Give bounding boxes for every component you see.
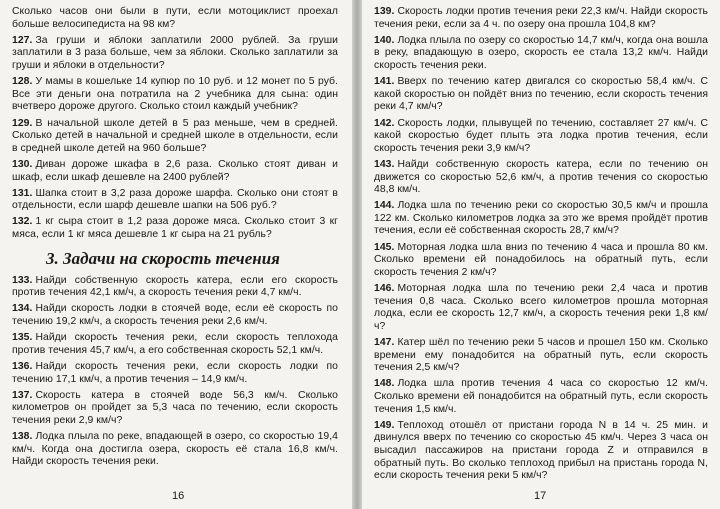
left-problems-bottom bbox=[12, 275, 338, 469]
problem-148 bbox=[374, 378, 708, 416]
problem-146 bbox=[374, 283, 708, 333]
problem-number: 146. bbox=[374, 283, 395, 295]
problem-144 bbox=[374, 200, 708, 238]
page-number: 17 bbox=[534, 490, 547, 502]
problem-text: Моторная лодка шла по течению реки 2,4 часа и против течения 0,8 часа. Сколько всего километров прошла моторная лодка, если ее скорость 12,7 км/ч, а скорость течения реки 1,8 км/ч? bbox=[374, 283, 708, 332]
problem-138 bbox=[12, 431, 338, 469]
problem-number: 149. bbox=[374, 419, 395, 431]
problem-number: 142. bbox=[374, 117, 395, 129]
problem-136 bbox=[12, 361, 338, 386]
problem-142 bbox=[374, 118, 708, 156]
problem-text: Найди скорость течения реки, если скорость теплохода против течения 45,7 км/ч, а его собственная скорость 52,1 км/ч. bbox=[12, 332, 338, 356]
problem-147 bbox=[374, 337, 708, 375]
problem-number: 138. bbox=[12, 431, 33, 443]
problem-text: Моторная лодка шла вниз по течению 4 часа и прошла 80 км. Сколько времени ей понадобилось на обратный путь, если скорость течения 2 км/ч? bbox=[374, 241, 708, 278]
problem-text: 1 кг сыра стоит в 1,2 раза дороже мяса. Сколько стоит 3 кг мяса, если 1 кг мяса дешевле 1 кг сыра на 21 рубль? bbox=[12, 216, 338, 241]
problem-128 bbox=[12, 76, 338, 114]
problem-127 bbox=[12, 35, 338, 73]
problem-131 bbox=[12, 188, 338, 213]
problem-149 bbox=[374, 420, 708, 483]
problem-text: Лодка шла против течения 4 часа со скоростью 12 км/ч. Сколько времени ей понадобится на обратный путь, если скорость течения 1,5 км/ч. bbox=[374, 378, 708, 415]
problem-number: 136. bbox=[12, 361, 33, 372]
problem-number: 133. bbox=[12, 274, 33, 286]
problem-139 bbox=[374, 6, 708, 31]
problem-number: 137. bbox=[12, 389, 33, 401]
page-left bbox=[0, 0, 352, 509]
problem-134 bbox=[12, 303, 338, 328]
problem-text: Скорость катера в стоячей воде 56,3 км/ч. Сколько километров он пройдет за 5,3 часа по течению, если скорость течения реки 2,9 км/ч? bbox=[12, 389, 338, 426]
problem-continuation bbox=[12, 6, 338, 31]
problem-number: 131. bbox=[12, 187, 33, 199]
problem-text: Вверх по течению катер двигался со скоростью 58,4 км/ч. С какой скоростью он пойдёт вниз по течению, если скорость течения реки 4,7 км/ч? bbox=[374, 76, 708, 113]
problem-141 bbox=[374, 76, 708, 114]
problem-number: 135. bbox=[12, 332, 33, 344]
problem-number: 129. bbox=[12, 117, 33, 129]
problem-text: Скорость лодки против течения реки 22,3 км/ч. Найди скорость течения реки, если за 4 ч. по озеру она прошла 104,8 км? bbox=[374, 6, 708, 30]
problem-number: 139. bbox=[374, 6, 395, 17]
problem-140 bbox=[374, 35, 708, 73]
problem-number: 127. bbox=[12, 34, 33, 46]
section-heading: 3. Задачи на скорость течения bbox=[46, 248, 280, 268]
problem-text: Катер шёл по течению реки 5 часов и прошел 150 км. Сколько времени ему понадобится на обратный путь, если скорость течения 2,5 км/ч? bbox=[374, 337, 708, 374]
problem-text: Лодка плыла по реке, впадающей в озеро, со скоростью 19,4 км/ч. Когда она достигла озера, скорость её стала 16,8 км/ч. Найди скорость течения реки. bbox=[12, 431, 338, 468]
problem-130 bbox=[12, 159, 338, 184]
problem-132 bbox=[12, 216, 338, 241]
problem-text: Найди скорость течения реки, если скорость лодки по течению 17,1 км/ч, а против течения – 14,9 км/ч. bbox=[12, 361, 338, 385]
problem-135 bbox=[12, 332, 338, 357]
problem-text: Диван дороже шкафа в 2,6 раза. Сколько стоят диван и шкаф, если шкаф дешевле на 2400 рублей? bbox=[12, 158, 338, 183]
problem-number: 132. bbox=[12, 216, 33, 228]
problem-129 bbox=[12, 118, 338, 156]
problem-133 bbox=[12, 275, 338, 300]
problem-145 bbox=[374, 242, 708, 280]
problem-text: Сколько часов они были в пути, если мотоциклист проехал больше велосипедиста на 98 км? bbox=[12, 6, 338, 30]
problem-number: 148. bbox=[374, 378, 395, 390]
problem-text: У мамы в кошельке 14 купюр по 10 руб. и 12 монет по 5 руб. Все эти деньги она потратила на 2 учебника для сына: один вчетверо дороже другого. Сколько стоил каждый учебник? bbox=[12, 76, 338, 113]
problem-text: Найди скорость лодки в стоячей воде, если её скорость по течению 19,2 км/ч, а скорость течения реки 2,6 км/ч. bbox=[12, 303, 338, 328]
problem-text: Скорость лодки, плывущей по течению, составляет 27 км/ч. С какой скоростью будет плыть эта лодка против течения, если скорость течения реки 3,9 км/ч? bbox=[374, 117, 708, 154]
problem-text: Найди собственную скорость катера, если его скорость против течения 42,1 км/ч, а скорость течения реки 4,7 км/ч. bbox=[12, 274, 338, 299]
problem-number: 143. bbox=[374, 158, 395, 170]
problem-number: 145. bbox=[374, 241, 395, 253]
problem-number: 130. bbox=[12, 158, 33, 170]
problem-text: Теплоход отошёл от пристани города N в 14 ч. 25 мин. и двинулся вверх по течению со скоростью 45 км/ч. Через 3 часа он высадил пассажиров на пристани города Z и отправился в обратный путь. Во сколько теплоход прибыл на пристань города N, если скорость течения реки 5 км/ч? bbox=[374, 419, 708, 482]
left-problems-top bbox=[12, 6, 338, 242]
problem-text: Лодка плыла по озеру со скоростью 14,7 км/ч, когда она вошла в реку, впадающую в озеро, скорость ее стала 13,2 км/ч. Найди скорость течения реки. bbox=[374, 34, 708, 71]
problem-number: 147. bbox=[374, 337, 395, 348]
problem-143 bbox=[374, 159, 708, 197]
page-right bbox=[362, 0, 720, 509]
problem-137 bbox=[12, 390, 338, 428]
problem-text: В начальной школе детей в 5 раз меньше, чем в средней. Сколько детей в начальной и средней школе в отдельности, если в средней школе детей на 960 больше? bbox=[12, 117, 338, 154]
problem-text: Шапка стоит в 3,2 раза дороже шарфа. Сколько они стоят в отдельности, если шарф дешевле шапки на 506 руб.? bbox=[12, 187, 338, 212]
problem-number: 141. bbox=[374, 76, 395, 88]
problem-number: 128. bbox=[12, 76, 33, 88]
problem-number: 140. bbox=[374, 34, 395, 46]
page-number: 16 bbox=[172, 490, 185, 502]
problem-text: За груши и яблоки заплатили 2000 рублей. За груши заплатили в 3 раза больше, чем за яблоки. Сколько заплатили за груши и яблоки в отдельности? bbox=[12, 34, 338, 71]
problem-text: Лодка шла по течению реки со скоростью 30,5 км/ч и прошла 122 км. Сколько километров лодка за это же время пройдёт против течения, если её собственная скорость 28,7 км/ч? bbox=[374, 200, 708, 237]
problem-number: 144. bbox=[374, 200, 395, 212]
problem-text: Найди собственную скорость катера, если по течению он движется со скоростью 52,6 км/ч, а против течения со скоростью 48,8 км/ч. bbox=[374, 158, 708, 196]
problem-number: 134. bbox=[12, 303, 33, 315]
book-gutter bbox=[352, 0, 362, 509]
